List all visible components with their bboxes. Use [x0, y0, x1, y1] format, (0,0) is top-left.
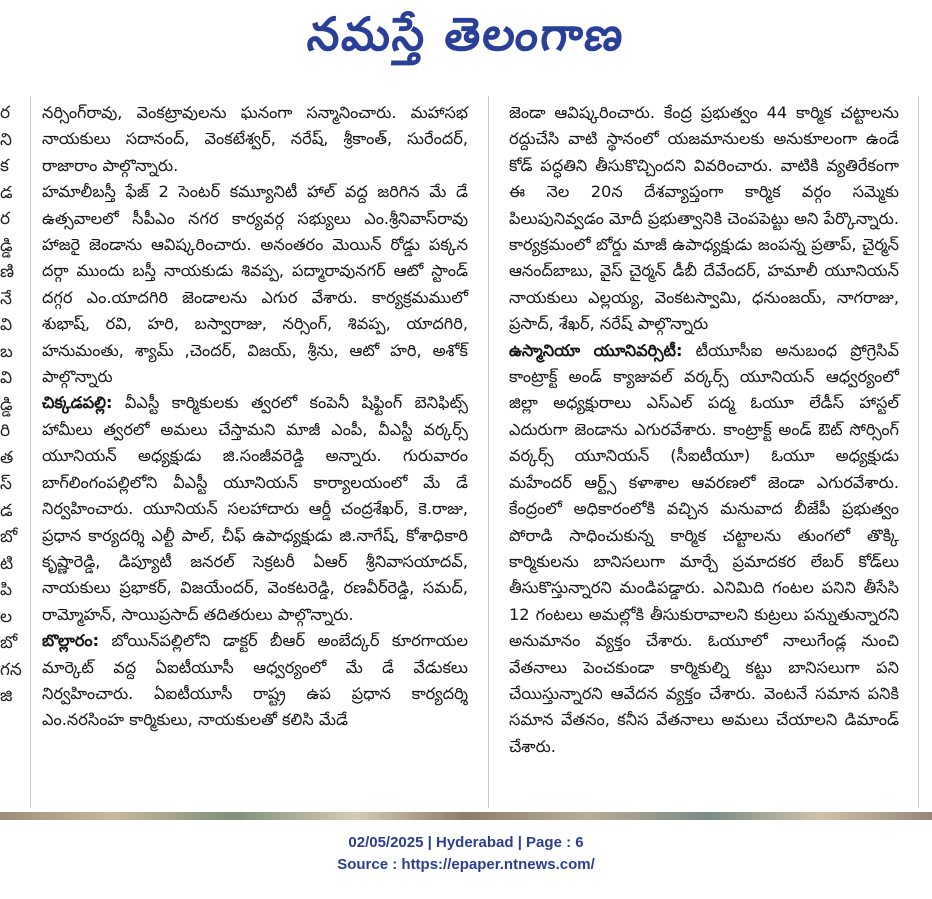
paragraph-body: వీఎస్టీ కార్మికులకు త్వరలో కంపెనీ షిఫ్టింగ్ బెనిఫిట్స్ హామీలు త్వరలో అమలు చేస్తామని మాజీ ఎంపీ, వీఎస్టీ వర్కర్స్ యూనియన్ అధ్యక్షుడు జి.సంజీవరెడ్డి అన్నారు. గురువారం బాగ్‌లింగంపల్లిలోని వీఎస్టీ యూనియన్ కార్యాలయంలో మే డే నిర్వహించారు. యూనియన్ సలహాదారు ఆర్డీ చంద్రశేఖర్, కె.రాజు, ప్రధాన కార్యదర్శి ఎల్టీ పాల్, చీఫ్ ఉపాధ్యక్షుడు జి.నాగేష్, కోశాధికారి కృష్ణారెడ్డి, డిప్యూటీ జనరల్ సెక్రటరీ ఏఆర్ శ్రీనివాసయాదవ్, నాయకులు ప్రభాకర్, విజయేందర్, వెంకటరెడ్డి, రణవీర్‌రెడ్డి, సమద్, రామ్మోహన్, సాయిప్రసాద్ తదితరులు పాల్గొన్నారు.	[42, 393, 468, 624]
dateline: బొల్లారం:	[42, 631, 100, 651]
edge-text-line: ణి	[0, 262, 15, 282]
edge-text-line: నే	[0, 288, 12, 309]
edge-text-line: బో	[0, 527, 18, 547]
dateline: ఉస్మానియా యూనివర్సిటీ:	[509, 340, 683, 360]
source-link[interactable]: Source : https://epaper.ntnews.com/	[337, 856, 595, 873]
paragraph: నర్సింగ్‌రావు, వెంకట్రావులను ఘనంగా సన్మానించారు. మహాసభ నాయకులు సదానంద్, వెంకటేశ్వర్, నరేష్, శ్రీకాంత్, సురేందర్, రాజారాం పాల్గొన్నారు.	[42, 103, 468, 175]
newspaper-title: నమస్తే తెలంగాణ	[305, 7, 629, 61]
paragraph: జెండా ఆవిష్కరించారు. కేంద్ర ప్రభుత్వం 44 కార్మిక చట్టాలను రద్దుచేసి వాటి స్థానంలో యజమానులకు అనుకూలంగా ఉండే కోడ్ పద్ధతిని తీసుకొచ్చిందని వివరించారు. వాటికి వ్యతిరేకంగా ఈ నెల 20న దేశవ్యాప్తంగా కార్మిక వర్గం సమ్మెకు పిలుపునివ్వడం మోదీ ప్రభుత్వానికి చెంపపెట్టు అని పేర్కొన్నారు. కార్యక్రమంలో బోర్డు మాజీ ఉపాధ్యక్షుడు జంపన్న ప్రతాప్, చైర్మన్ ఆనంద్‌బాబు, వైస్ చైర్మన్ డీబీ దేవేందర్, హమాలీ యూనియన్ నాయకులు ఎల్లయ్య, వెంకటస్వామి, ధనుంజయ్, నాగరాజు, ప్రసాద్, శేఖర్, నరేష్ పాల్గొన్నారు	[509, 103, 899, 334]
edge-text-line: గన	[0, 659, 22, 680]
edge-text-line: జి	[0, 686, 13, 706]
edge-text-line: టి	[0, 553, 14, 574]
edge-text-line: ర	[0, 209, 11, 229]
edge-text-line: డ	[0, 182, 13, 203]
article-area	[0, 84, 932, 818]
edge-text-line: ర	[0, 103, 11, 123]
edge-text-line: త	[0, 447, 14, 468]
edge-text-line: ని	[0, 129, 12, 150]
paragraph	[42, 628, 468, 734]
article-column-left	[42, 100, 468, 734]
edge-text-line: స్	[0, 474, 12, 494]
edge-text-line: రి	[0, 421, 11, 441]
edge-text-line: పి	[0, 580, 13, 600]
edge-text-line: వి	[0, 368, 13, 388]
paragraph-body: బోయిన్‌పల్లిలోని డాక్టర్ బీఆర్ అంబేద్కర్ కూరగాయల మార్కెట్ వద్ద ఏఐటీయూసీ ఆధ్వర్యంలో మే డే వేడుకలు నిర్వహించారు. ఏఐటీయూసీ రాష్ట్ర ఉప ప్రధాన కార్యదర్శి ఎం.నరసింహ కార్మికులు, నాయకులతో కలిసి మేడే	[42, 631, 468, 730]
edge-text-line: బో	[0, 633, 18, 653]
edge-text-line: ల	[0, 606, 13, 627]
edge-text-line: డ్డి	[0, 394, 13, 415]
article-column-right	[509, 100, 899, 760]
dateline: చిక్కడపల్లి:	[42, 393, 113, 413]
cropped-photo-strip	[0, 812, 932, 820]
paragraph-body: టీయూసీఐ అనుబంధ ప్రోగ్రెసివ్ కాంట్రాక్ట్ అండ్ క్యాజువల్ వర్కర్స్ యూనియన్ ఆధ్వర్యంలో జిల్లా అధ్యక్షురాలు ఎస్ఎల్ పద్మ ఓయూ లేడీస్ హాస్టల్ ఎదురుగా జెండాను ఎగురవేశారు. కాంట్రాక్ట్ అండ్ ఔట్ సోర్సింగ్ వర్కర్స్ యూనియన్ (సీఐటీయూ) ఓయూ అధ్యక్షుడు మహేందర్ ఆర్ట్స్ కళాశాల ఆవరణలో జెండా ఎగురవేశారు. కేంద్రంలో అధికారంలోకి వచ్చిన మనువాద బీజేపీ ప్రభుత్వం పోరాడి సాధించుకున్న కార్మిక చట్టాలను తుంగలో తొక్కి కార్మికులను బానిసలుగా మార్చే ప్రమాదకర లేబర్ కోడ్‌లు తీసుకొస్తున్నారని మండిపడ్డారు. ఎనిమిది గంటల పనిని తీసేసి 12 గంటలు అమల్లోకి తీసుకురావాలని కుట్రలు పన్నుతున్నారని అనుమానం వ్యక్తం చేశారు. ఓయూలో నాలుగేండ్ల నుంచి వేతనాలు పెంచకుండా కార్మికుల్ని కట్టు బానిసలుగా పని చేయిస్తున్నారని ఆవేదన వ్యక్తం చేశారు. వెంటనే సమాన పనికి సమాన వేతనం, కనీస వేతనాలు అమలు చేయాలని డిమాండ్ చేశారు.	[509, 340, 899, 756]
edge-text-line: క	[0, 156, 9, 176]
edge-text-line: డ	[0, 500, 13, 521]
cut-off-left-column	[0, 100, 22, 800]
paragraph: హమాలీబస్తీ ఫేజ్ 2 సెంటర్ కమ్యూనిటీ హాల్ వద్ద జరిగిన మే డే ఉత్సవాలలో సీపీఎం నగర కార్యవర్గ సభ్యులు ఎం.శ్రీనివాస్‌రావు హాజరై జెండాను ఆవిష్కరించారు. అనంతరం మెయిన్ రోడ్డు పక్కన దర్గా ముందు బస్తీ నాయకుడు శివప్ప, పద్మారావునగర్ ఆటో స్టాండ్ దగ్గర ఎం.యాదగిరి జెండాలను ఎగుర వేశారు. కార్యక్రమములో శుభాష్, రవి, హరి, బస్వారాజు, నర్సింగ్, శివప్ప, యాదగిరి, హనుమంతు, శ్యామ్ ,చెందర్, విజయ్, శ్రీను, ఆటో హరి, అశోక్ పాల్గొన్నారు	[42, 182, 468, 387]
paragraph	[509, 338, 899, 761]
edge-text-line: డ్డి	[0, 235, 13, 256]
masthead	[0, 0, 932, 80]
edition-info: 02/05/2025 | Hyderabad | Page : 6	[348, 834, 584, 851]
paragraph	[42, 390, 468, 628]
edge-text-line: వి	[0, 315, 13, 335]
edge-text-line: బ	[0, 341, 13, 362]
page-footer	[0, 832, 932, 876]
